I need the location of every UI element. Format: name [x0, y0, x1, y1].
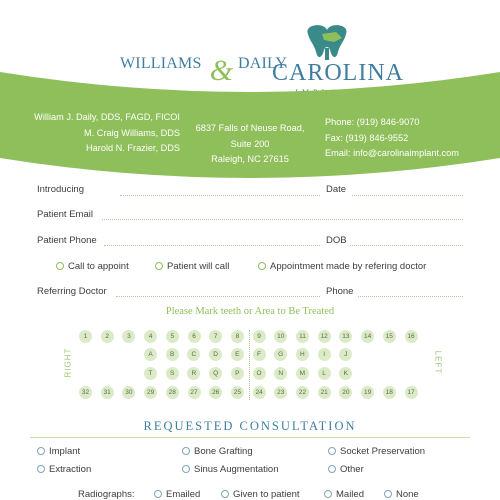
tooth-P[interactable]: P — [231, 367, 244, 380]
tooth-12[interactable]: 12 — [318, 330, 331, 343]
tooth-18[interactable]: 18 — [383, 386, 396, 399]
radiographs-emailed[interactable]: Emailed — [154, 489, 200, 500]
phone-label: Phone — [326, 286, 354, 297]
option-sinus-augmentation[interactable]: Sinus Augmentation — [182, 464, 279, 475]
dob-field[interactable] — [350, 245, 463, 246]
tooth-24[interactable]: 24 — [253, 386, 266, 399]
tooth-C[interactable]: C — [187, 348, 200, 361]
tooth-6[interactable]: 6 — [188, 330, 201, 343]
option-bone-grafting[interactable]: Bone Grafting — [182, 446, 253, 457]
address-line: 6837 Falls of Neuse Road, — [195, 123, 305, 133]
tooth-17[interactable]: 17 — [405, 386, 418, 399]
tooth-7[interactable]: 7 — [209, 330, 222, 343]
date-label: Date — [326, 184, 347, 195]
radio-circle-icon[interactable] — [328, 465, 336, 473]
logo-daily-text: DAILY — [238, 55, 288, 72]
consultation-title: REQUESTED CONSULTATION — [143, 419, 357, 433]
contact-phone: Phone: (919) 846-9070 — [325, 117, 420, 127]
tooth-H[interactable]: H — [296, 348, 309, 361]
radio-circle-icon[interactable] — [182, 465, 190, 473]
tooth-K[interactable]: K — [339, 367, 352, 380]
contact-fax: Fax: (919) 846-9552 — [325, 132, 409, 143]
doctor-name: Harold N. Frazier, DDS — [86, 143, 180, 153]
tooth-L[interactable]: L — [318, 367, 331, 380]
logo-ampersand: & — [209, 54, 234, 87]
teeth-chart-title: Please Mark teeth or Area to Be Treated — [165, 306, 335, 317]
call-to-appoint-option[interactable]: Call to appoint — [56, 261, 129, 272]
patient-phone-label: Patient Phone — [37, 235, 97, 246]
radio-circle-icon[interactable] — [182, 447, 190, 455]
tooth-D[interactable]: D — [209, 348, 222, 361]
tooth-B[interactable]: B — [166, 348, 179, 361]
tooth-27[interactable]: 27 — [188, 386, 201, 399]
radio-circle-icon[interactable] — [56, 262, 64, 270]
radiographs-given-to-patient[interactable]: Given to patient — [221, 489, 300, 500]
contact-info — [325, 115, 495, 162]
address-line: Raleigh, NC 27615 — [211, 154, 289, 164]
doctor-name: M. Craig Williams, DDS — [84, 127, 180, 138]
tooth-R[interactable]: R — [187, 367, 200, 380]
tooth-N[interactable]: N — [274, 367, 287, 380]
patient-email-label: Patient Email — [37, 209, 93, 220]
left-side-label: LEFT — [433, 350, 443, 375]
address-line: Suite 200 — [230, 138, 270, 149]
contact-email: Email: info@carolinaimplant.com — [325, 148, 459, 158]
phone-field[interactable] — [358, 296, 463, 297]
tooth-10[interactable]: 10 — [274, 330, 287, 343]
tooth-14[interactable]: 14 — [361, 330, 374, 343]
tooth-19[interactable]: 19 — [361, 386, 374, 399]
tooth-22[interactable]: 22 — [296, 386, 309, 399]
radio-circle-icon[interactable] — [258, 262, 266, 270]
tooth-M[interactable]: M — [296, 367, 309, 380]
tooth-30[interactable]: 30 — [122, 386, 135, 399]
tooth-11[interactable]: 11 — [296, 330, 309, 343]
option-extraction[interactable]: Extraction — [37, 464, 91, 475]
option-implant[interactable]: Implant — [37, 446, 80, 457]
logo-carolina-text: CAROLINA — [272, 60, 404, 86]
tooth-E[interactable]: E — [231, 348, 244, 361]
consultation-divider — [30, 437, 470, 438]
office-address — [190, 121, 310, 168]
radio-circle-icon[interactable] — [221, 490, 229, 498]
doctors-list — [30, 110, 180, 157]
radio-circle-icon[interactable] — [324, 490, 332, 498]
doctor-name: William J. Daily, DDS, FAGD, FICOI — [34, 112, 180, 122]
tooth-16[interactable]: 16 — [405, 330, 418, 343]
tooth-31[interactable]: 31 — [101, 386, 114, 399]
tooth-29[interactable]: 29 — [144, 386, 157, 399]
tooth-S[interactable]: S — [166, 367, 179, 380]
tooth-4[interactable]: 4 — [144, 330, 157, 343]
radiographs-mailed[interactable]: Mailed — [324, 489, 364, 500]
patient-phone-field[interactable] — [104, 245, 320, 246]
tooth-32[interactable]: 32 — [79, 386, 92, 399]
tooth-3[interactable]: 3 — [122, 330, 135, 343]
tooth-26[interactable]: 26 — [209, 386, 222, 399]
tooth-G[interactable]: G — [274, 348, 287, 361]
logo-williams-text: WILLIAMS — [120, 55, 202, 72]
tooth-A[interactable]: A — [144, 348, 157, 361]
tooth-23[interactable]: 23 — [274, 386, 287, 399]
tooth-J[interactable]: J — [339, 348, 352, 361]
referring-doctor-field[interactable] — [116, 296, 320, 297]
radio-circle-icon[interactable] — [37, 447, 45, 455]
radiographs-none[interactable]: None — [384, 489, 419, 500]
tooth-T[interactable]: T — [144, 367, 157, 380]
tooth-21[interactable]: 21 — [318, 386, 331, 399]
tooth-F[interactable]: F — [253, 348, 266, 361]
radiographs-label: Radiographs: — [78, 489, 135, 500]
tooth-8[interactable]: 8 — [231, 330, 244, 343]
tooth-20[interactable]: 20 — [339, 386, 352, 399]
tooth-5[interactable]: 5 — [166, 330, 179, 343]
option-other[interactable]: Other — [328, 464, 364, 475]
patient-email-field[interactable] — [102, 219, 463, 220]
introducing-label: Introducing — [37, 184, 85, 195]
radio-circle-icon[interactable] — [328, 447, 336, 455]
tooth-15[interactable]: 15 — [383, 330, 396, 343]
option-socket-preservation[interactable]: Socket Preservation — [328, 446, 425, 457]
radio-circle-icon[interactable] — [37, 465, 45, 473]
tooth-I[interactable]: I — [318, 348, 331, 361]
radio-circle-icon[interactable] — [384, 490, 392, 498]
tooth-25[interactable]: 25 — [231, 386, 244, 399]
tooth-2[interactable]: 2 — [101, 330, 114, 343]
midline-divider — [249, 330, 250, 400]
tooth-logo-icon — [302, 22, 352, 62]
radio-circle-icon[interactable] — [155, 262, 163, 270]
tooth-28[interactable]: 28 — [166, 386, 179, 399]
tooth-1[interactable]: 1 — [79, 330, 92, 343]
right-side-label: RIGHT — [63, 347, 73, 378]
date-field[interactable] — [352, 195, 463, 196]
introducing-field[interactable] — [120, 195, 320, 196]
referring-doctor-label: Referring Doctor — [37, 286, 107, 297]
tooth-9[interactable]: 9 — [253, 330, 266, 343]
dob-label: DOB — [326, 235, 347, 246]
tooth-13[interactable]: 13 — [339, 330, 352, 343]
radio-circle-icon[interactable] — [154, 490, 162, 498]
patient-will-call-option[interactable]: Patient will call — [155, 261, 229, 272]
appointment-made-option[interactable]: Appointment made by refering doctor — [258, 261, 426, 272]
tooth-O[interactable]: O — [253, 367, 266, 380]
tooth-Q[interactable]: Q — [209, 367, 222, 380]
